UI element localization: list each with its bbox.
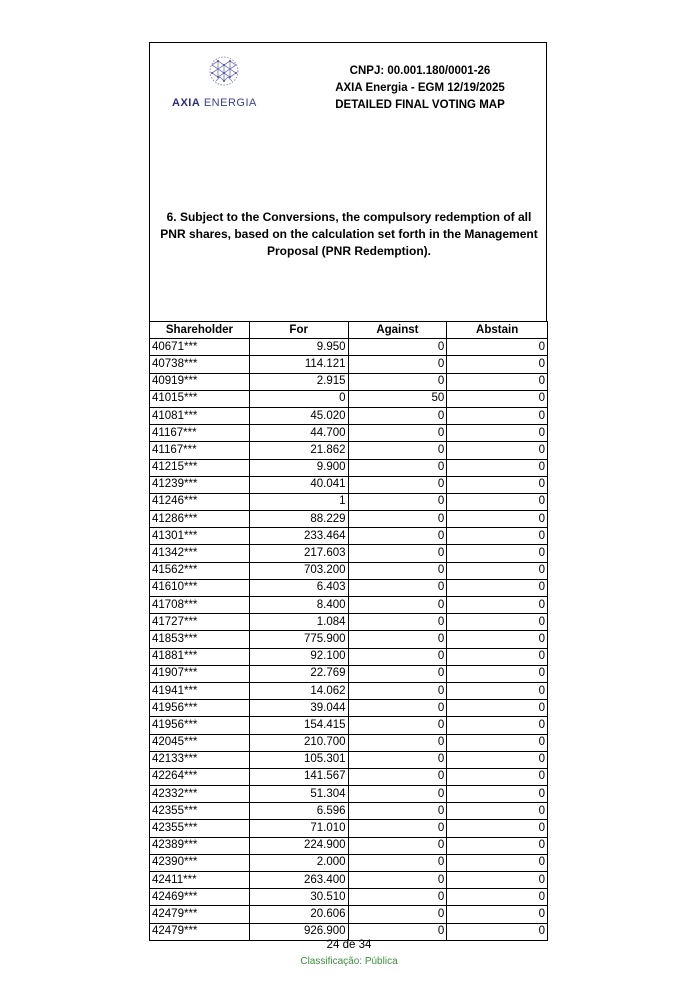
logo-wordmark-bold: AXIA xyxy=(172,97,201,109)
cell-shareholder: 42411*** xyxy=(150,872,250,889)
cell-against: 0 xyxy=(348,682,447,699)
column-header-abstain: Abstain xyxy=(447,322,548,339)
cell-against: 0 xyxy=(348,631,447,648)
table-row xyxy=(150,700,548,717)
cell-abstain: 0 xyxy=(447,579,548,596)
cell-abstain: 0 xyxy=(447,700,548,717)
cnpj-line: CNPJ: 00.001.180/0001-26 xyxy=(349,65,491,77)
cell-shareholder: 41015*** xyxy=(150,390,250,407)
cell-abstain: 0 xyxy=(447,459,548,476)
cell-shareholder: 41727*** xyxy=(150,614,250,631)
cell-shareholder: 41286*** xyxy=(150,511,250,528)
cell-shareholder: 40738*** xyxy=(150,356,250,373)
cell-for: 154.415 xyxy=(249,717,348,734)
cell-shareholder: 41708*** xyxy=(150,597,250,614)
cell-abstain: 0 xyxy=(447,373,548,390)
table-row xyxy=(150,872,548,889)
cell-abstain: 0 xyxy=(447,339,548,356)
cell-abstain: 0 xyxy=(447,476,548,493)
cell-against: 0 xyxy=(348,562,447,579)
table-row xyxy=(150,442,548,459)
table-row xyxy=(150,820,548,837)
cell-against: 0 xyxy=(348,442,447,459)
table-row xyxy=(150,837,548,854)
cell-for: 114.121 xyxy=(249,356,348,373)
column-header-for: For xyxy=(249,322,348,339)
cell-abstain: 0 xyxy=(447,648,548,665)
cell-against: 0 xyxy=(348,734,447,751)
cell-shareholder: 42479*** xyxy=(150,923,250,940)
cell-against: 0 xyxy=(348,665,447,682)
table-row xyxy=(150,511,548,528)
cell-for: 775.900 xyxy=(249,631,348,648)
table-row xyxy=(150,476,548,493)
cell-against: 0 xyxy=(348,872,447,889)
table-row xyxy=(150,545,548,562)
cell-against: 0 xyxy=(348,768,447,785)
cell-for: 703.200 xyxy=(249,562,348,579)
table-row xyxy=(150,854,548,871)
cell-against: 0 xyxy=(348,837,447,854)
cell-shareholder: 42389*** xyxy=(150,837,250,854)
cell-abstain: 0 xyxy=(447,751,548,768)
table-row xyxy=(150,665,548,682)
cell-abstain: 0 xyxy=(447,889,548,906)
cell-for: 21.862 xyxy=(249,442,348,459)
logo-wordmark xyxy=(172,97,257,109)
table-row xyxy=(150,493,548,510)
logo-wordmark-light: ENERGIA xyxy=(200,97,257,109)
cell-abstain: 0 xyxy=(447,923,548,940)
table-row xyxy=(150,786,548,803)
cell-against: 0 xyxy=(348,356,447,373)
document-title: DETAILED FINAL VOTING MAP xyxy=(335,99,505,111)
cell-shareholder: 42469*** xyxy=(150,889,250,906)
cell-for: 105.301 xyxy=(249,751,348,768)
cell-against: 0 xyxy=(348,648,447,665)
classification-label: Classificação: Pública xyxy=(300,956,398,967)
cell-shareholder: 42264*** xyxy=(150,768,250,785)
cell-abstain: 0 xyxy=(447,682,548,699)
cell-abstain: 0 xyxy=(447,442,548,459)
voting-table xyxy=(149,321,548,941)
cell-shareholder: 42479*** xyxy=(150,906,250,923)
cell-shareholder: 40671*** xyxy=(150,339,250,356)
cell-shareholder: 41167*** xyxy=(150,425,250,442)
cell-for: 1 xyxy=(249,493,348,510)
cell-shareholder: 42355*** xyxy=(150,820,250,837)
cell-for: 44.700 xyxy=(249,425,348,442)
cell-shareholder: 41301*** xyxy=(150,528,250,545)
cell-against: 50 xyxy=(348,390,447,407)
cell-abstain: 0 xyxy=(447,734,548,751)
document-heading xyxy=(310,63,530,114)
company-logo xyxy=(162,51,272,111)
cell-against: 0 xyxy=(348,545,447,562)
table-row xyxy=(150,631,548,648)
cell-shareholder: 41239*** xyxy=(150,476,250,493)
cell-against: 0 xyxy=(348,717,447,734)
cell-for: 88.229 xyxy=(249,511,348,528)
cell-abstain: 0 xyxy=(447,425,548,442)
table-row xyxy=(150,614,548,631)
cell-shareholder: 41246*** xyxy=(150,493,250,510)
cell-shareholder: 42045*** xyxy=(150,734,250,751)
cell-abstain: 0 xyxy=(447,665,548,682)
cell-abstain: 0 xyxy=(447,717,548,734)
table-body xyxy=(150,339,548,941)
cell-against: 0 xyxy=(348,854,447,871)
cell-abstain: 0 xyxy=(447,614,548,631)
cell-against: 0 xyxy=(348,459,447,476)
cell-abstain: 0 xyxy=(447,820,548,837)
cell-abstain: 0 xyxy=(447,631,548,648)
cell-against: 0 xyxy=(348,425,447,442)
cell-against: 0 xyxy=(348,476,447,493)
cell-shareholder: 40919*** xyxy=(150,373,250,390)
cell-abstain: 0 xyxy=(447,854,548,871)
cell-abstain: 0 xyxy=(447,786,548,803)
cell-for: 51.304 xyxy=(249,786,348,803)
table-row xyxy=(150,803,548,820)
table-row xyxy=(150,682,548,699)
table-row xyxy=(150,356,548,373)
cell-abstain: 0 xyxy=(447,803,548,820)
meeting-line: AXIA Energia - EGM 12/19/2025 xyxy=(335,82,505,94)
cell-shareholder: 41215*** xyxy=(150,459,250,476)
globe-network-icon xyxy=(206,53,242,91)
table-row xyxy=(150,648,548,665)
cell-against: 0 xyxy=(348,407,447,424)
cell-for: 210.700 xyxy=(249,734,348,751)
cell-shareholder: 42332*** xyxy=(150,786,250,803)
cell-shareholder: 41941*** xyxy=(150,682,250,699)
cell-for: 9.950 xyxy=(249,339,348,356)
cell-against: 0 xyxy=(348,339,447,356)
cell-shareholder: 41956*** xyxy=(150,700,250,717)
cell-abstain: 0 xyxy=(447,545,548,562)
cell-against: 0 xyxy=(348,597,447,614)
cell-for: 45.020 xyxy=(249,407,348,424)
cell-against: 0 xyxy=(348,511,447,528)
cell-abstain: 0 xyxy=(447,390,548,407)
table-row xyxy=(150,734,548,751)
cell-for: 141.567 xyxy=(249,768,348,785)
cell-for: 1.084 xyxy=(249,614,348,631)
cell-for: 926.900 xyxy=(249,923,348,940)
table-row xyxy=(150,425,548,442)
cell-shareholder: 42133*** xyxy=(150,751,250,768)
cell-against: 0 xyxy=(348,614,447,631)
cell-for: 20.606 xyxy=(249,906,348,923)
cell-for: 22.769 xyxy=(249,665,348,682)
cell-against: 0 xyxy=(348,528,447,545)
cell-shareholder: 42390*** xyxy=(150,854,250,871)
cell-abstain: 0 xyxy=(447,511,548,528)
cell-for: 8.400 xyxy=(249,597,348,614)
table-row xyxy=(150,390,548,407)
cell-shareholder: 41881*** xyxy=(150,648,250,665)
cell-abstain: 0 xyxy=(447,768,548,785)
cell-for: 2.915 xyxy=(249,373,348,390)
cell-against: 0 xyxy=(348,820,447,837)
cell-for: 39.044 xyxy=(249,700,348,717)
cell-for: 40.041 xyxy=(249,476,348,493)
cell-for: 92.100 xyxy=(249,648,348,665)
table-row xyxy=(150,373,548,390)
cell-abstain: 0 xyxy=(447,837,548,854)
table-row xyxy=(150,339,548,356)
cell-against: 0 xyxy=(348,700,447,717)
cell-against: 0 xyxy=(348,373,447,390)
cell-against: 0 xyxy=(348,493,447,510)
table-row xyxy=(150,579,548,596)
cell-for: 6.596 xyxy=(249,803,348,820)
cell-abstain: 0 xyxy=(447,597,548,614)
cell-for: 263.400 xyxy=(249,872,348,889)
cell-shareholder: 41562*** xyxy=(150,562,250,579)
cell-shareholder: 42355*** xyxy=(150,803,250,820)
table-row xyxy=(150,562,548,579)
cell-against: 0 xyxy=(348,889,447,906)
table-row xyxy=(150,528,548,545)
table-row xyxy=(150,923,548,940)
cell-for: 9.900 xyxy=(249,459,348,476)
cell-shareholder: 41956*** xyxy=(150,717,250,734)
table-header-row xyxy=(150,322,548,339)
cell-shareholder: 41342*** xyxy=(150,545,250,562)
cell-for: 6.403 xyxy=(249,579,348,596)
cell-for: 224.900 xyxy=(249,837,348,854)
page-number: 24 de 34 xyxy=(326,939,372,951)
cell-abstain: 0 xyxy=(447,407,548,424)
cell-shareholder: 41167*** xyxy=(150,442,250,459)
agenda-item-text: 6. Subject to the Conversions, the compulsory redemption of all PNR shares, based on the calculation set forth in the Management Proposal (PNR Redemption). xyxy=(160,210,538,258)
table-row xyxy=(150,906,548,923)
cell-for: 217.603 xyxy=(249,545,348,562)
cell-for: 233.464 xyxy=(249,528,348,545)
column-header-shareholder: Shareholder xyxy=(150,322,250,339)
table-row xyxy=(150,717,548,734)
cell-abstain: 0 xyxy=(447,528,548,545)
cell-shareholder: 41853*** xyxy=(150,631,250,648)
table-row xyxy=(150,407,548,424)
table-row xyxy=(150,751,548,768)
cell-against: 0 xyxy=(348,751,447,768)
table-row xyxy=(150,889,548,906)
cell-abstain: 0 xyxy=(447,356,548,373)
column-header-against: Against xyxy=(348,322,447,339)
cell-for: 30.510 xyxy=(249,889,348,906)
cell-against: 0 xyxy=(348,786,447,803)
cell-for: 14.062 xyxy=(249,682,348,699)
document-header-frame xyxy=(149,42,547,321)
cell-abstain: 0 xyxy=(447,493,548,510)
cell-abstain: 0 xyxy=(447,872,548,889)
cell-shareholder: 41907*** xyxy=(150,665,250,682)
cell-against: 0 xyxy=(348,923,447,940)
cell-for: 2.000 xyxy=(249,854,348,871)
cell-for: 71.010 xyxy=(249,820,348,837)
cell-against: 0 xyxy=(348,803,447,820)
cell-shareholder: 41081*** xyxy=(150,407,250,424)
cell-for: 0 xyxy=(249,390,348,407)
cell-against: 0 xyxy=(348,579,447,596)
cell-abstain: 0 xyxy=(447,562,548,579)
table-row xyxy=(150,768,548,785)
cell-abstain: 0 xyxy=(447,906,548,923)
cell-against: 0 xyxy=(348,906,447,923)
table-row xyxy=(150,597,548,614)
cell-shareholder: 41610*** xyxy=(150,579,250,596)
table-row xyxy=(150,459,548,476)
